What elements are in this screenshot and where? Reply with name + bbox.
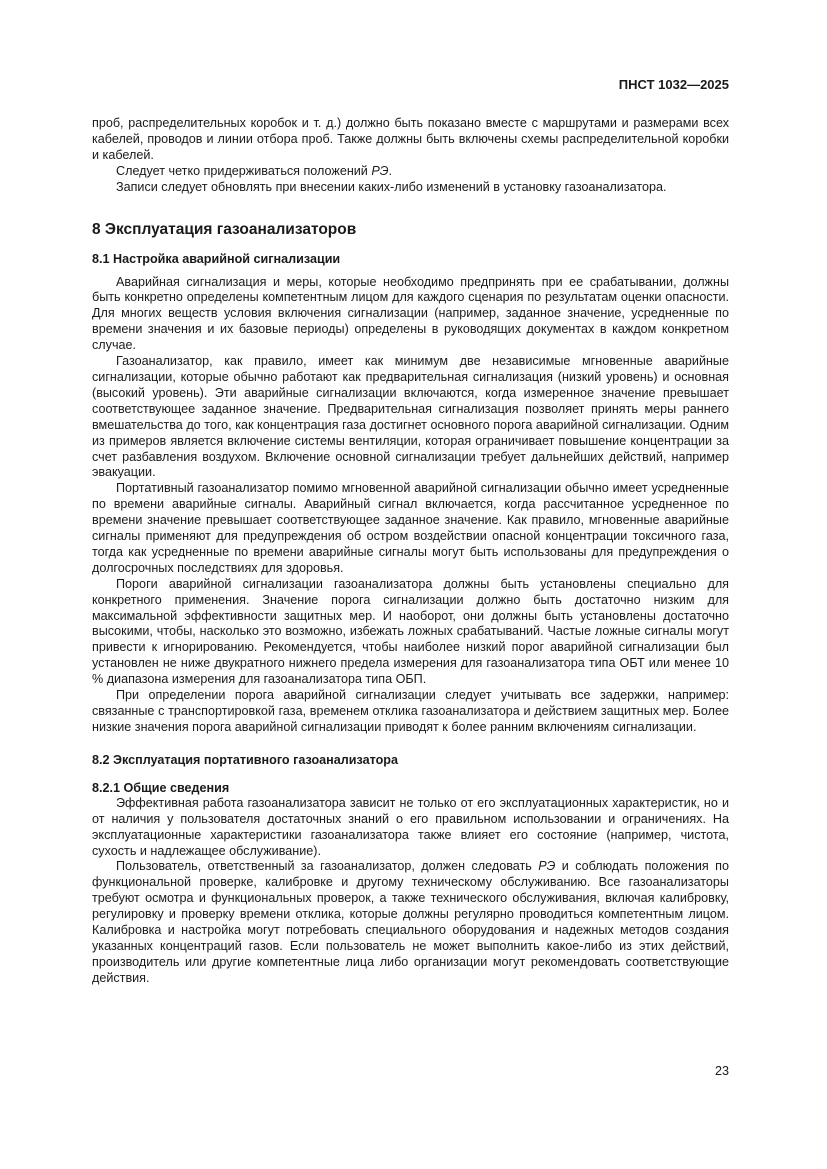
paragraph: Пороги аварийной сигнализации газоанализатора должны быть установлены специально для конкретного применения. Значение порога сигнализации должно быть достаточно низким для максимальной эффективности защитных мер. И наоборот, они должны быть установлены достаточно высокими, чтобы, насколько это возможно, избежать ложных срабатываний. Частые ложные сигналы могут привести к игнорированию. Рекомендуется, чтобы наиболее низкий порог аварийной сигнализации был установлен не ниже двукратного нижнего предела измерения для газоанализатора типа ОБТ или менее 10 % диапазона измерения для газоанализатора типа ОБП. bbox=[92, 576, 729, 687]
subsection-body bbox=[92, 275, 729, 736]
subsection-heading: 8.2 Эксплуатация портативного газоанализатора bbox=[92, 752, 399, 767]
emphasis-text: РЭ bbox=[371, 163, 389, 178]
text-run: Пользователь, ответственный за газоанализатор, должен следовать bbox=[116, 859, 539, 874]
paragraph: Аварийная сигнализация и меры, которые необходимо предпринять при ее срабатывании, должны быть конкретно определены компетентным лицом для каждого сценария по результатам оценки опасности. Для многих веществ условия включения сигнализации (например, заданное значение, усредненные по времени значения и их базовые периоды) определены в руководящих документах в каждом конкретном случае. bbox=[92, 274, 729, 353]
section-heading: 8 Эксплуатация газоанализаторов bbox=[92, 220, 357, 238]
paragraph bbox=[92, 164, 729, 180]
document-id-header: ПНСТ 1032—2025 bbox=[618, 77, 729, 92]
paragraph bbox=[92, 859, 729, 986]
text-run: и соблюдать положения по функциональной проверке, калибровке и другому техническому обслуживанию. Все газоанализаторы требуют осмотра и функциональных проверок, а также технического обслуживания, включая калибровку, регулировку и проверку времени отклика, которые должны регулярно проводиться компетентным лицом. Калибровка и настройка могут потребовать специального оборудования и надежных методов создания указанных концентраций газов. Если пользователь не может выполнить какое-либо из этих действий, производитель или другие компетентные лица либо организации могут рекомендовать соответствующие действия. bbox=[92, 859, 729, 985]
subsubsection-heading: 8.2.1 Общие сведения bbox=[92, 780, 230, 795]
page-number: 23 bbox=[714, 1064, 729, 1078]
paragraph: Портативный газоанализатор помимо мгновенной аварийной сигнализации обычно имеет усредненные по времени аварийные сигналы. Аварийный сигнал включается, когда рассчитанное усредненное по времени значение превышает соответствующее заданное значение. Как правило, мгновенные аварийные сигналы применяют для предупреждения об остром воздействии опасной концентрации токсичного газа, тогда как усредненные по времени аварийные сигналы могут быть использованы для предупреждения о долгосрочных последствиях для здоровья. bbox=[92, 481, 729, 575]
paragraph: Записи следует обновлять при внесении каких-либо изменений в установку газоанализатора. bbox=[116, 179, 667, 194]
text-run: Следует четко придерживаться положений bbox=[116, 163, 372, 178]
subsection-heading: 8.1 Настройка аварийной сигнализации bbox=[92, 251, 341, 266]
page-content bbox=[92, 116, 729, 987]
emphasis-text: РЭ bbox=[538, 859, 556, 874]
paragraph: Эффективная работа газоанализатора зависит не только от его эксплуатационных характеристик, но и от наличия у пользователя достаточных знаний о его правильном использовании и ограничениях. На эксплуатационные характеристики газоанализатора также влияет его состояние (например, чистота, сухость и надлежащее обслуживание). bbox=[92, 795, 729, 858]
paragraph: При определении порога аварийной сигнализации следует учитывать все задержки, например: связанные с транспортировкой газа, временем отклика газоанализатора и действием защитных мер. Более низкие значения порога аварийной сигнализации приводят к более ранним включениям сигнализации. bbox=[92, 688, 729, 734]
paragraph: Газоанализатор, как правило, имеет как минимум две независимые мгновенные аварийные сигнализации, которые обычно работают как предварительная сигнализация (низкий уровень) и основная (высокий уровень). Эти аварийные сигнализации включаются, когда измеренное значение превышает соответствующее заданное значение. Предварительная сигнализация позволяет принять меры раннего вмешательства до того, как концентрация газа достигнет основного порога аварийной сигнализации. Одним из примеров является включение системы вентиляции, которая ограничивает повышение концентрации за счет разбавления воздухом. Включение основной сигнализации требует дальнейших действий, например эвакуации. bbox=[92, 354, 729, 480]
paragraph: проб, распределительных коробок и т. д.) должно быть показано вместе с маршрутами и размерами всех кабелей, проводов и линии отбора проб. Также должны быть включены схемы распределительной коробки и кабелей. bbox=[92, 116, 729, 162]
text-run: . bbox=[388, 163, 392, 178]
